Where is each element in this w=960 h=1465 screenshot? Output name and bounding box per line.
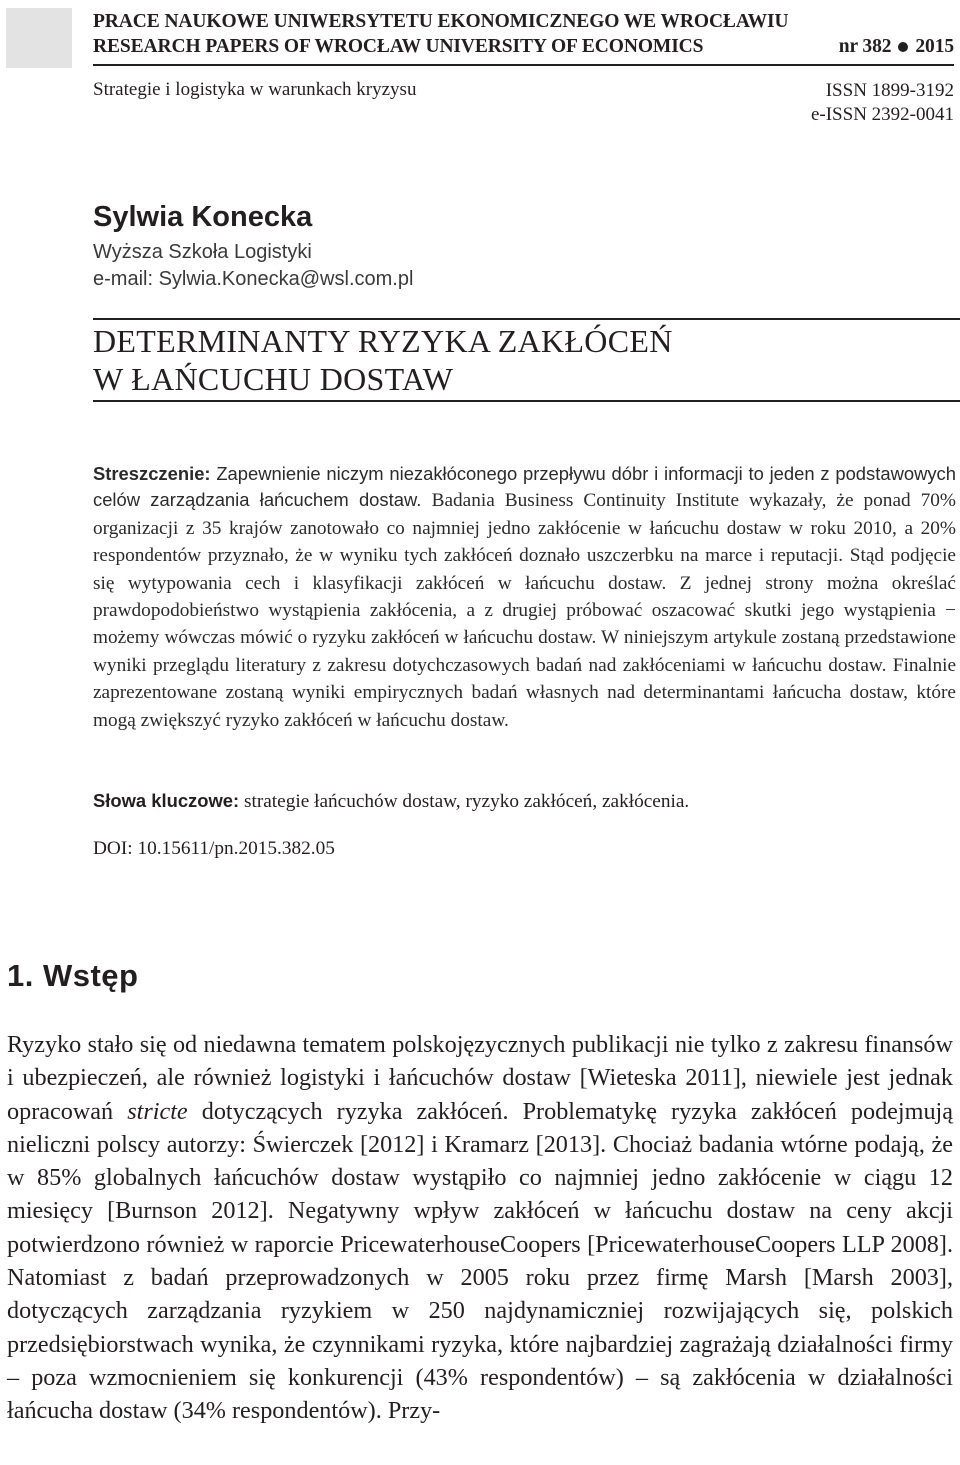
eissn: e-ISSN 2392-0041 (810, 104, 954, 125)
issue-year: 2015 (915, 36, 954, 57)
section-heading: 1. Wstęp (7, 958, 139, 993)
title-rule-top (93, 318, 960, 320)
issue-number: nr 382 (838, 36, 892, 57)
bullet-icon (898, 42, 908, 52)
abstract-text-sans: Zapewnienie niczym niezakłóconego przepływu dóbr i informacji to jeden z podstawowych celów zarządzania łańcuchem dostaw. (93, 463, 956, 511)
keywords-label: Słowa kluczowe: (93, 790, 240, 811)
journal-title-en: RESEARCH PAPERS OF WROCŁAW UNIVERSITY OF ECONOMICS (93, 36, 704, 57)
series-title: Strategie i logistyka w warunkach kryzysu (93, 79, 417, 100)
issn: ISSN 1899-3192 (825, 80, 954, 101)
keywords-text: strategie łańcuchów dostaw, ryzyko zakłóceń, zakłócenia. (243, 791, 690, 812)
journal-title-pl: PRACE NAUKOWE UNIWERSYTETU EKONOMICZNEGO WE WROCŁAWIU (93, 11, 789, 32)
body-text-italic: stricte (127, 1097, 188, 1125)
author-affiliation: Wyższa Szkoła Logistyki (93, 241, 312, 263)
body-text-part1: Ryzyko stało się od niedawna tematem polskojęzycznych publikacji nie tylko z zakresu finansów i ubezpieczeń, ale również logistyki i łańcuchów dostaw [Wieteska 2011], niewiele jest jednak opracowań (7, 1031, 953, 1125)
body-paragraph (7, 1028, 953, 1428)
author-email[interactable]: e-mail: Sylwia.Konecka@wsl.com.pl (93, 268, 414, 290)
body-text-part2: dotyczących ryzyka zakłóceń. Problematykę ryzyka zakłóceń podejmują nieliczni polscy autorzy: Świerczek [2012] i Kramarz [2013]. Chociaż badania wtórne podają, że w 85% globalnych łańcuchów dostaw wystąpiło co najmniej jedno zakłócenie w ciągu 12 miesięcy [Burnson 2012]. Negatywny wpływ zakłóceń w łańcuchu dostaw na ceny akcji potwierdzono również w raporcie PricewaterhouseCoopers [PricewaterhouseCoopers LLP 2008]. Natomiast z badań przeprowadzonych w 2005 roku przez firmę Marsh [Marsh 2003], dotyczących zarządzania ryzykiem w 250 najdynamiczniej rozwijających się, polskich przedsiębiorstwach wynika, że czynnikami ryzyka, które najbardziej zagrażają działalności firmy – poza wzmocnieniem się konkurencji (43% respondentów) – są zakłócenia w działalności łańcucha dostaw (34% respondentów). Przy- (7, 1097, 954, 1425)
doi[interactable]: DOI: 10.15611/pn.2015.382.05 (93, 838, 335, 859)
abstract (93, 461, 956, 734)
abstract-label: Streszczenie: (93, 463, 211, 484)
author-name: Sylwia Konecka (93, 201, 313, 233)
issue-info (839, 36, 954, 58)
title-rule-bottom (93, 400, 960, 402)
header-gray-block (6, 8, 72, 68)
issn-block (811, 79, 954, 127)
keywords (93, 790, 689, 813)
article-title (93, 322, 673, 398)
abstract-text-serif: Badania Business Continuity Institute wykazały, że ponad 70% organizacji z 35 krajów zanotowało co najmniej jedno zakłócenie w łańcuchu dostaw w roku 2010, a 20% respondentów przyznało, że w wyniku tych zakłóceń doznało uszczerbku na marce i reputacji. Stąd podjęcie się wytypowania cech i klasyfikacji zakłóceń w łańcuchu dostaw. Z jednej strony można określać prawdopodobieństwo wystąpienia zakłócenia, a z drugiej próbować oszacować skutki jego wystąpienia − możemy wówczas mówić o ryzyku zakłóceń w łańcuchu dostaw. W niniejszym artykule zostaną przedstawione wyniki przeglądu literatury z zakresu dotychczasowych badań nad zakłóceniami w łańcuchu dostaw. Finalnie zaprezentowane zostaną wyniki empirycznych badań własnych nad determinantami łańcucha dostaw, które mogą zwiększyć ryzyko zakłóceń w łańcuchu dostaw. (93, 490, 956, 731)
article-title-line1: DETERMINANTY RYZYKA ZAKŁÓCEŃ (93, 323, 673, 359)
author-details (93, 239, 413, 293)
journal-title-en-row (93, 36, 954, 58)
article-title-line2: W ŁAŃCUCHU DOSTAW (93, 361, 454, 397)
header-rule (93, 64, 954, 66)
